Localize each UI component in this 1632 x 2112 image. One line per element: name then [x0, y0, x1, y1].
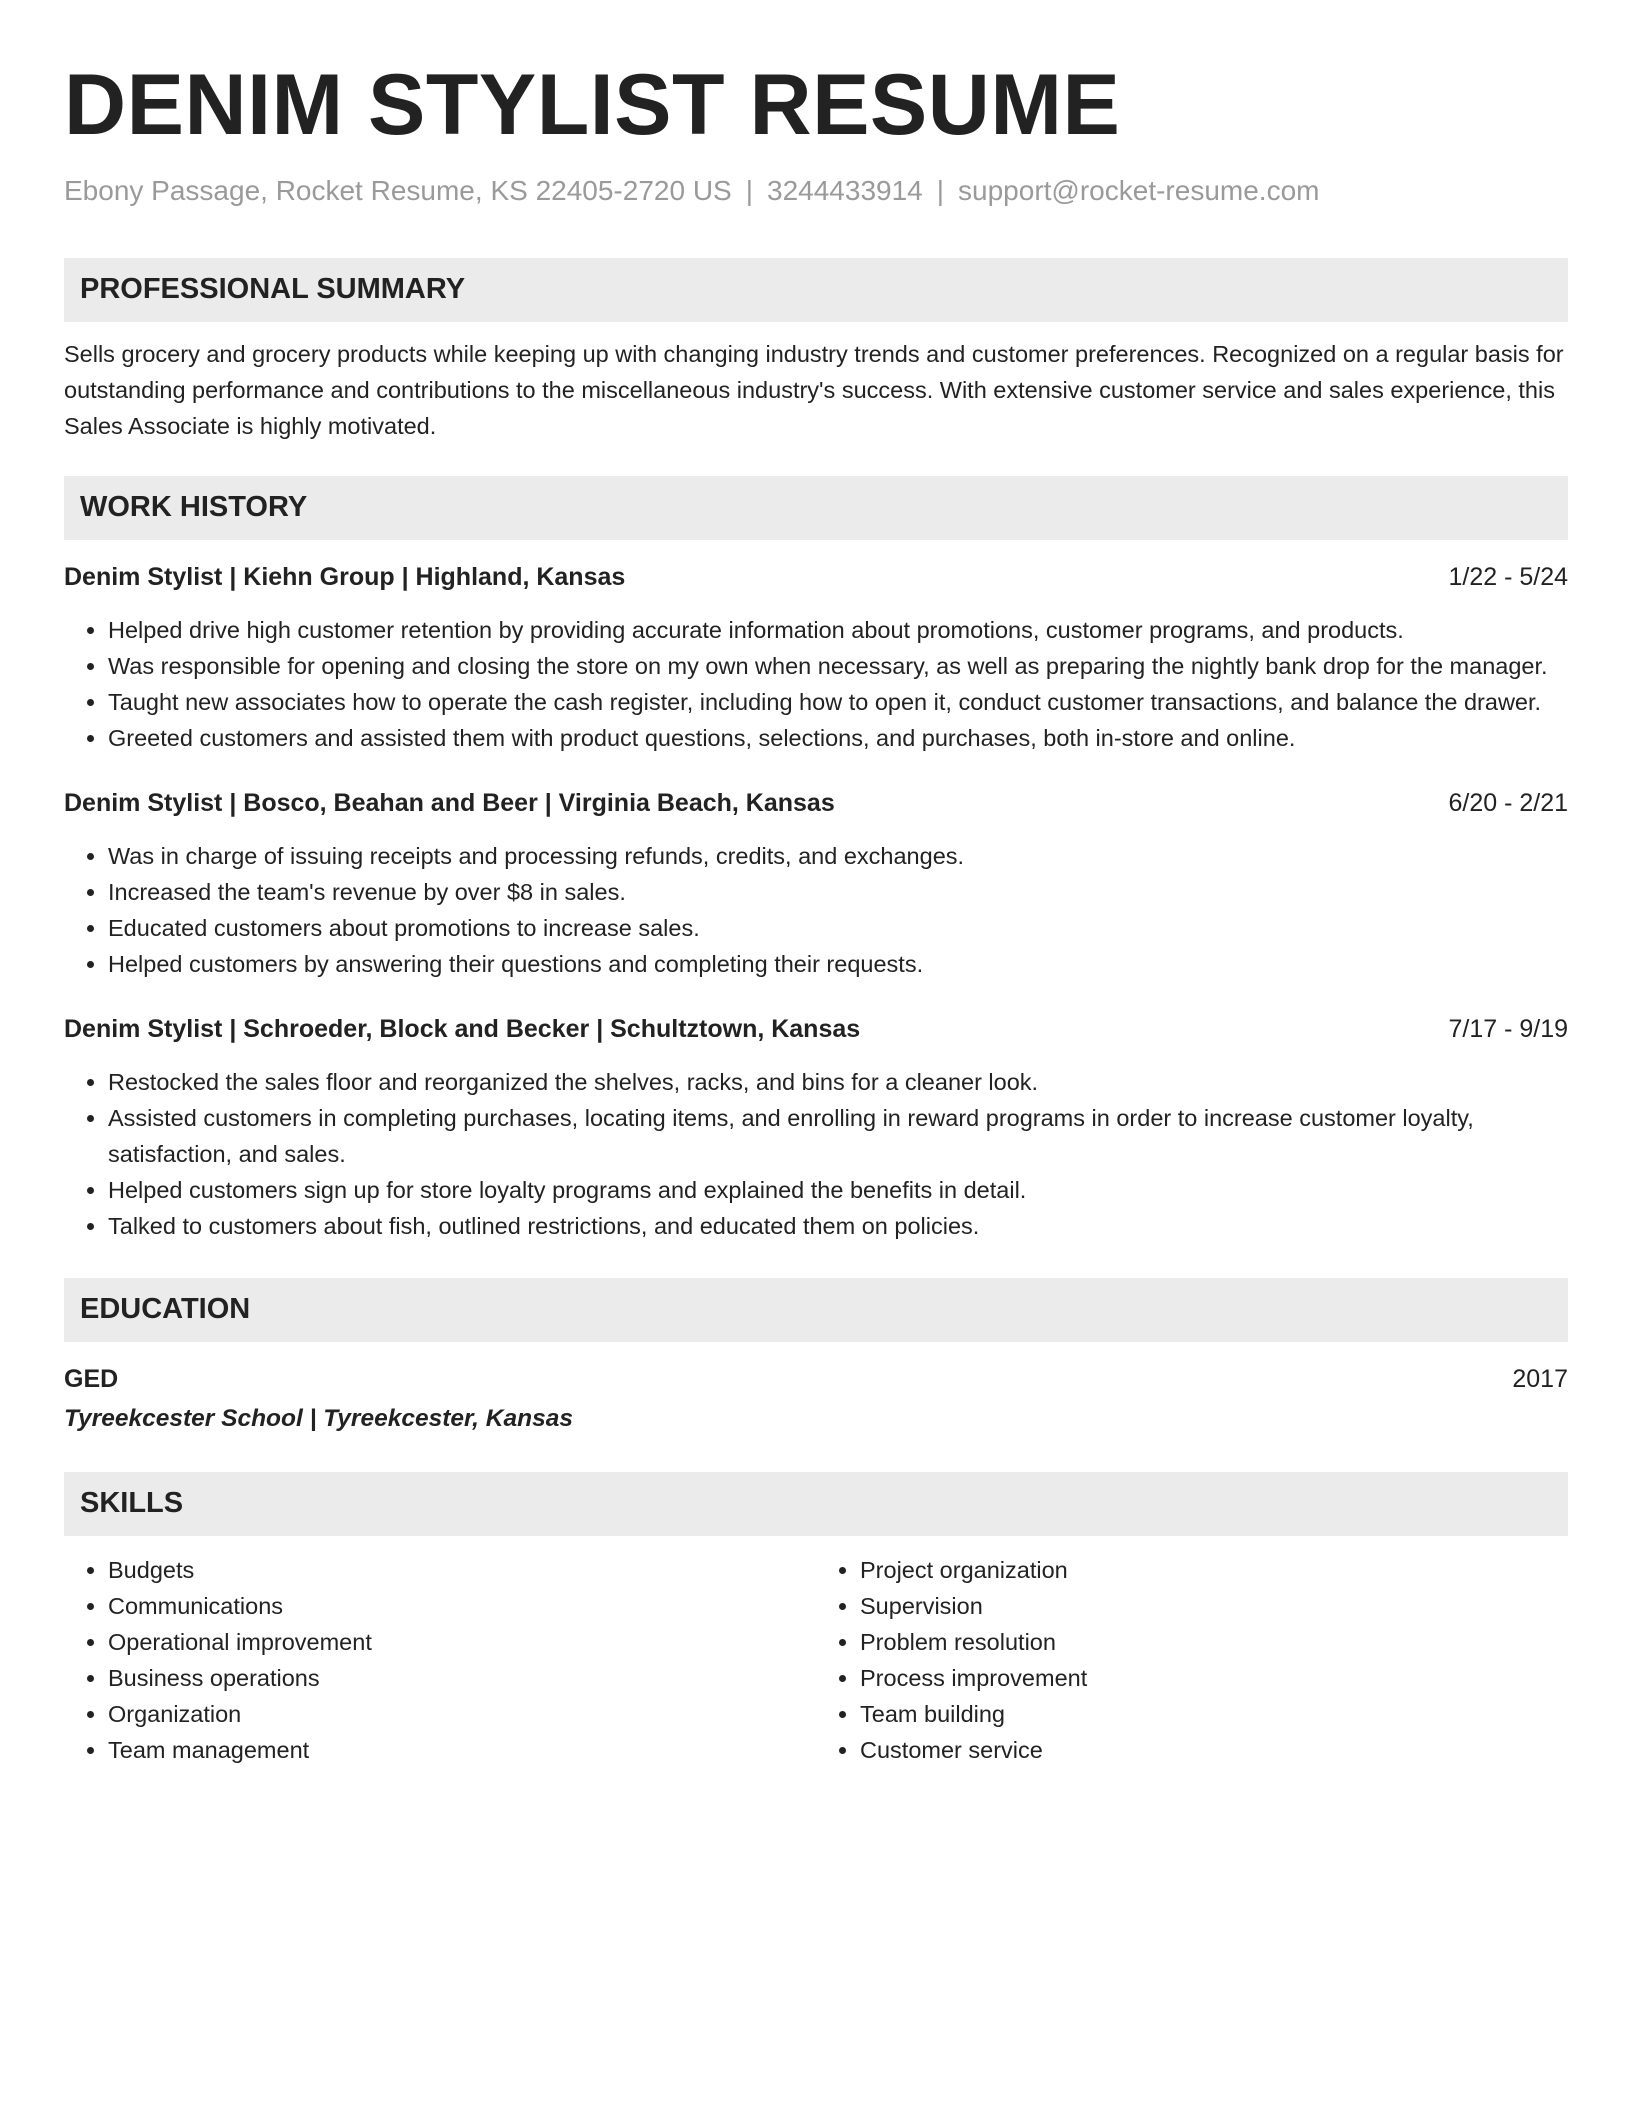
- work-history-heading: WORK HISTORY: [64, 476, 1568, 540]
- skill-item: • Business operations: [108, 1660, 816, 1696]
- contact-separator: |: [745, 175, 754, 206]
- job-bullet: • Restocked the sales floor and reorganized the shelves, racks, and bins for a cleaner look.: [108, 1064, 1568, 1100]
- job-bullet: • Helped customers by answering their questions and completing their requests.: [108, 946, 1568, 982]
- job-entry: [64, 786, 1568, 982]
- contact-line: [64, 174, 1568, 208]
- contact-phone: 3244433914: [767, 175, 923, 206]
- skill-item: • Team management: [108, 1732, 816, 1768]
- job-header: [64, 786, 1568, 820]
- job-bullet: • Assisted customers in completing purchases, locating items, and enrolling in reward programs in order to increase customer loyalty, satisfaction, and sales.: [108, 1100, 1568, 1172]
- job-title: Denim Stylist | Bosco, Beahan and Beer | Virginia Beach, Kansas: [64, 788, 835, 817]
- education-header: [64, 1362, 1568, 1396]
- skill-item: • Customer service: [860, 1732, 1568, 1768]
- job-entry: [64, 1012, 1568, 1244]
- skills-heading: SKILLS: [64, 1472, 1568, 1536]
- skill-item: • Supervision: [860, 1588, 1568, 1624]
- job-dates: 1/22 - 5/24: [1448, 562, 1568, 591]
- job-title: Denim Stylist | Schroeder, Block and Becker | Schultztown, Kansas: [64, 1014, 861, 1043]
- summary-heading: PROFESSIONAL SUMMARY: [64, 258, 1568, 322]
- skill-item: • Problem resolution: [860, 1624, 1568, 1660]
- job-header: [64, 1012, 1568, 1046]
- contact-separator: |: [936, 175, 945, 206]
- job-title: Denim Stylist | Kiehn Group | Highland, Kansas: [64, 562, 626, 591]
- job-bullet: • Greeted customers and assisted them with product questions, selections, and purchases, both in-store and online.: [108, 720, 1568, 756]
- skills-column-left: [64, 1552, 816, 1768]
- job-entry: [64, 560, 1568, 756]
- job-bullet: • Helped customers sign up for store loyalty programs and explained the benefits in detail.: [108, 1172, 1568, 1208]
- summary-text: Sells grocery and grocery products while keeping up with changing industry trends and customer preferences. Recognized on a regular basis for outstanding performance and contributions to the miscellaneous industry's success. With extensive customer service and sales experience, this Sales Associate is highly motivated.: [64, 340, 1564, 439]
- job-bullet: • Was in charge of issuing receipts and processing refunds, credits, and exchanges.: [108, 838, 1568, 874]
- job-bullet: • Was responsible for opening and closing the store on my own when necessary, as well as preparing the nightly bank drop for the manager.: [108, 648, 1568, 684]
- job-header: [64, 560, 1568, 594]
- contact-email: support@rocket-resume.com: [958, 175, 1320, 206]
- resume-title: DENIM STYLIST RESUME: [64, 57, 1121, 153]
- skill-item: • Team building: [860, 1696, 1568, 1732]
- skills-columns: [64, 1552, 1568, 1768]
- skill-item: • Communications: [108, 1588, 816, 1624]
- job-dates: 6/20 - 2/21: [1448, 788, 1568, 817]
- job-bullets: [64, 838, 1568, 982]
- job-bullet: • Increased the team's revenue by over $8 in sales.: [108, 874, 1568, 910]
- job-bullet: • Talked to customers about fish, outlined restrictions, and educated them on policies.: [108, 1208, 1568, 1244]
- contact-address: Ebony Passage, Rocket Resume, KS 22405-2720 US: [64, 175, 732, 206]
- job-bullets: [64, 1064, 1568, 1244]
- education-year: 2017: [1512, 1364, 1568, 1393]
- skill-item: • Process improvement: [860, 1660, 1568, 1696]
- job-dates: 7/17 - 9/19: [1448, 1014, 1568, 1043]
- skill-item: • Operational improvement: [108, 1624, 816, 1660]
- education-heading: EDUCATION: [64, 1278, 1568, 1342]
- skills-column-right: [816, 1552, 1568, 1768]
- job-bullet: • Taught new associates how to operate the cash register, including how to open it, conduct customer transactions, and balance the drawer.: [108, 684, 1568, 720]
- skill-item: • Project organization: [860, 1552, 1568, 1588]
- skill-item: • Budgets: [108, 1552, 816, 1588]
- job-bullet: • Educated customers about promotions to increase sales.: [108, 910, 1568, 946]
- job-bullets: [64, 612, 1568, 756]
- job-bullet: • Helped drive high customer retention by providing accurate information about promotions, customer programs, and products.: [108, 612, 1568, 648]
- skill-item: • Organization: [108, 1696, 816, 1732]
- education-entry: [64, 1362, 1568, 1436]
- education-degree: GED: [64, 1364, 119, 1393]
- education-school: Tyreekcester School | Tyreekcester, Kansas: [64, 1404, 573, 1432]
